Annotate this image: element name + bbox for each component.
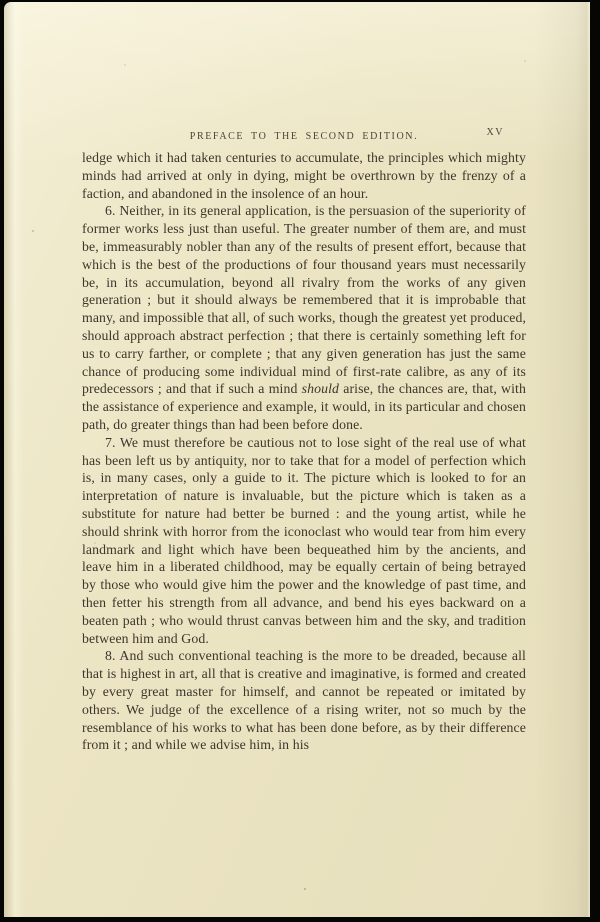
page-number: XV (486, 127, 504, 138)
running-title: PREFACE TO THE SECOND EDITION. (189, 131, 419, 142)
text-segment: 8. And such conventional teaching is the more to be dreaded, because all that is highest in art, all that is creative and imaginative, is formed and created by every great master for himself, and cannot be repeated or imitated by others. We judge of the excellence of a rising writer, not so much by the resemblance of his works to what has been done before, as by their difference from it ; and while we advise him, in his (82, 648, 526, 753)
text-segment: arise, the chances are, that, with the assistance of experience and example, it would, in its particular and chosen path, do greater things than had been before done. (82, 381, 526, 432)
body-text-column (82, 149, 526, 754)
text-segment: ledge which it had taken centuries to accumulate, the principles which mighty minds had arrived at only in dying, might be overthrown by the frenzy of a faction, and abandoned in the insolence of an hour. (82, 150, 526, 201)
paragraph (82, 647, 526, 754)
text-segment: 6. Neither, in its general application, is the persuasion of the superiority of former works less just than useful. The greater number of them are, and must be, immeasurably nobler than any of the results of present effort, because that which is the best of the productions of four thousand years must necessarily be, in its accumulation, beyond all rivalry from the works of any given generation ; but it should always be remembered that it is improbable that many, and impossible that all, of such works, though the greatest yet produced, should approach abstract perfection ; that there is certainly something left for us to carry farther, or complete ; that any given generation has just the same chance of producing some individual mind of first-rate calibre, as any of its predecessors ; and that if such a mind (82, 203, 526, 397)
paragraph (82, 434, 526, 648)
paragraph (82, 202, 526, 433)
book-page-paper (4, 2, 590, 917)
text-segment: 7. We must therefore be cautious not to lose sight of the real use of what has been left us by antiquity, nor to take that for a model of perfection which is, in many cases, only a guide to it. The picture which is looked to for an interpretation of nature is invaluable, but the picture which is taken as a substitute for nature had better be burned : and the young artist, while he should shrink with horror from the iconoclast who would tear from him every landmark and light which have been bequeathed him by the ancients, and leave him in a liberated childhood, may be equally certain of being betrayed by those who would give him the power and the knowledge of past time, and then fetter his strength from all advance, and bend his eyes backward on a beaten path ; who would thrust canvas between him and the sky, and tradition between him and God. (82, 434, 526, 646)
italic-text-segment: should (301, 381, 340, 397)
paragraph (82, 149, 526, 202)
page-header (82, 126, 526, 140)
